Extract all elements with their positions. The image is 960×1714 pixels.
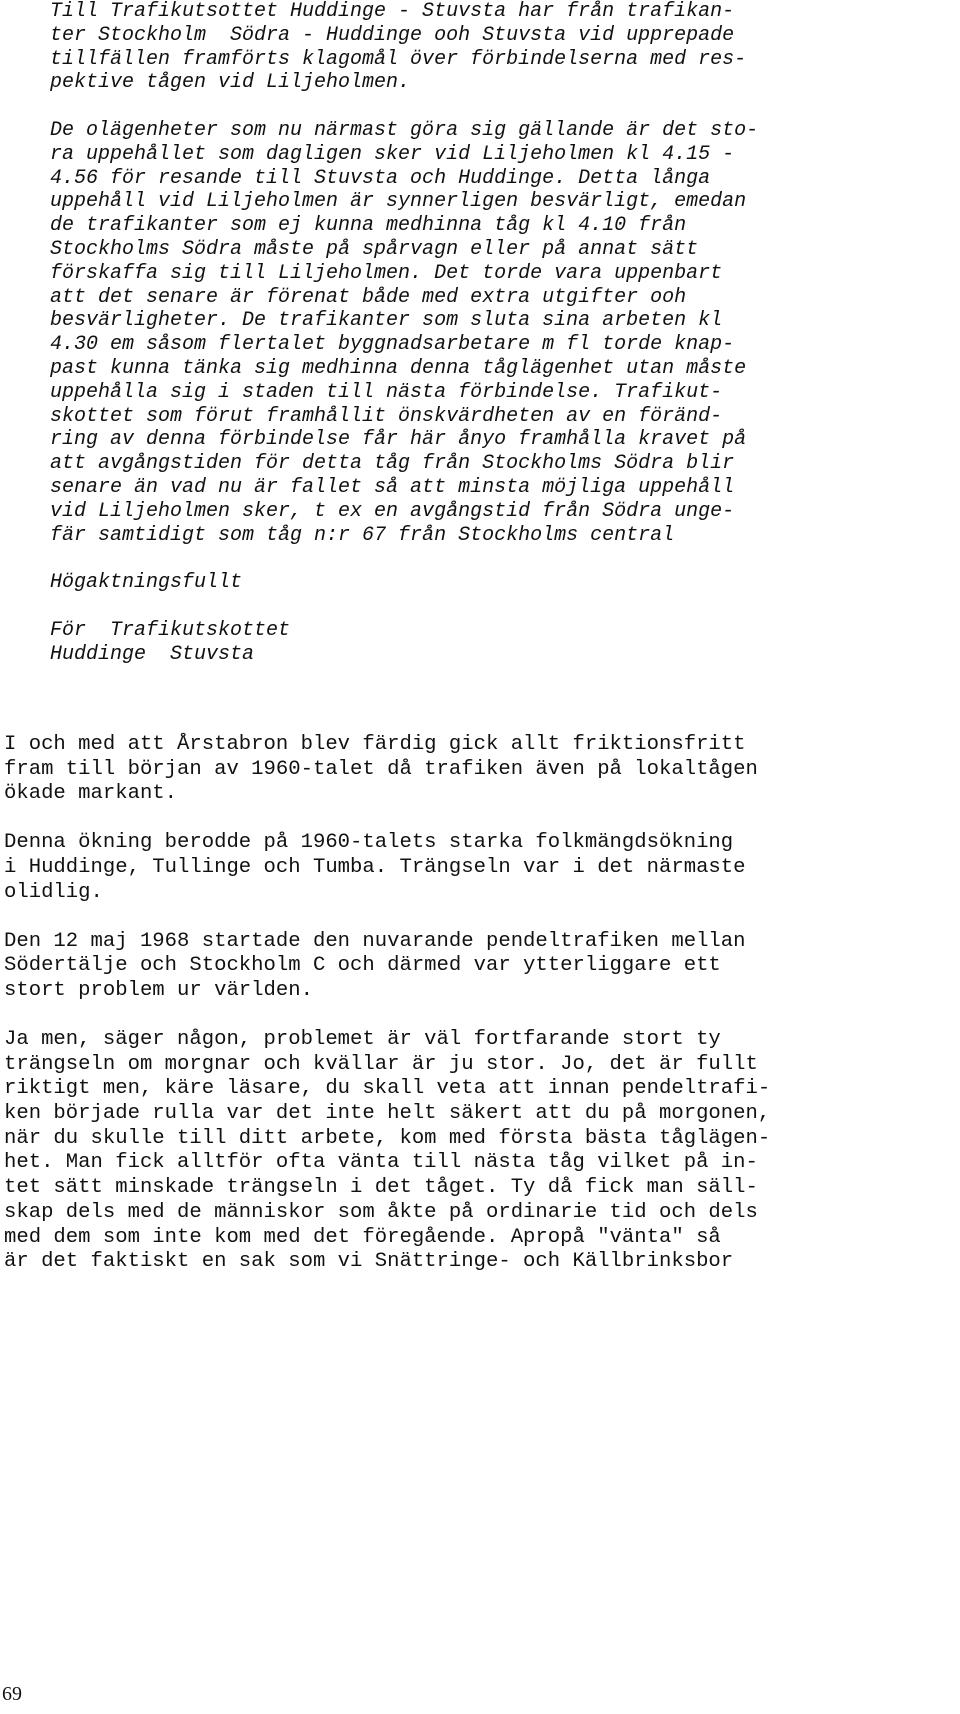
text-line: ökade markant. [4,782,178,806]
text-line: skottet som förut framhållit önskvärdheten av en föränd- [50,404,723,428]
text-line: 4.30 em såsom flertalet byggnadsarbetare m fl torde knap- [50,333,735,357]
text-line: att det senare är förenat både med extra utgifter ooh [50,285,687,309]
text-line: ra uppehållet som dagligen sker vid Liljeholmen kl 4.15 - [50,142,735,166]
text-line: 4.56 för resande till Stuvsta och Huddinge. Detta långa [50,166,711,190]
page-number: 69 [2,1683,22,1705]
letter-paragraph-2 [50,119,950,547]
text-line: het. Man fick alltför ofta vänta till nästa tåg vilket på in- [4,1151,758,1175]
text-line: i Huddinge, Tullinge och Tumba. Trängseln var i det närmaste [4,856,746,879]
text-line: Stockholms Södra måste på spårvagn eller på annat sätt [50,237,699,261]
text-line: är det faktiskt en sak som vi Snättringe- och Källbrinksbor [4,1250,734,1274]
body-paragraph-2 [4,831,954,905]
text-line: uppehålla sig i staden till nästa förbindelse. Trafikut- [50,380,723,404]
letter-paragraph-1 [50,0,950,95]
letter-closing: Högaktningsfullt [50,571,243,595]
text-line: skap dels med de människor som åkte på ordinarie tid och dels [4,1200,758,1224]
text-line: med dem som inte kom med det föregående. Apropå "vänta" så [4,1225,721,1249]
text-line: när du skulle till ditt arbete, kom med första bästa tåglägen- [4,1126,771,1150]
text-line: de trafikanter som ej kunna medhinna tåg kl 4.10 från [50,214,687,238]
text-line: uppehåll vid Liljeholmen är synnerligen besvärligt, emedan [50,190,747,214]
text-line: besvärligheter. De trafikanter som sluta sina arbeten kl [50,309,723,333]
text-line: tet sätt minskade trängseln i det tåget. Ty då fick man säll- [4,1176,758,1200]
text-line: förskaffa sig till Liljeholmen. Det torde vara uppenbart [50,261,723,285]
text-line: trängseln om morgnar och kvällar är ju stor. Jo, det är fullt [4,1052,758,1076]
text-line: tillfällen framförts klagomål över förbindelserna med res- [50,47,747,71]
letter-signature-line-1: För Trafikutskottet [50,618,291,642]
text-line: ken började rulla var det inte helt säkert att du på morgonen, [4,1102,771,1125]
text-line: Till Trafikutsottet Huddinge - Stuvsta har från trafikan- [50,0,735,23]
body-text [4,733,954,1299]
text-line: riktigt men, käre läsare, du skall veta att innan pendeltrafi- [4,1077,771,1101]
text-line: fär samtidigt som tåg n:r 67 från Stockholms central [50,523,675,547]
quoted-letter [50,0,950,666]
text-line: Södertälje och Stockholm C och därmed var ytterliggare ett [4,954,721,978]
body-paragraph-1 [4,733,954,807]
text-line: De olägenheter som nu närmast göra sig gällande är det sto- [50,118,759,142]
text-line: Den 12 maj 1968 startade den nuvarande pendeltrafiken mellan [4,929,746,953]
text-line: vid Liljeholmen sker, t ex en avgångstid från Södra unge- [50,499,735,523]
text-line: pektive tågen vid Liljeholmen. [50,71,411,95]
text-line: past kunna tänka sig medhinna denna tåglägenhet utan måste [50,356,747,380]
letter-signature-line-2: Huddinge Stuvsta [50,642,255,666]
text-line: ring av denna förbindelse får här ånyo framhålla kravet på [50,428,747,452]
text-line: att avgångstiden för detta tåg från Stockholms Södra blir [50,452,735,476]
body-paragraph-4 [4,1028,954,1275]
text-line: fram till början av 1960-talet då trafiken även på lokaltågen [4,757,758,781]
text-line: senare än vad nu är fallet så att minsta möjliga uppehåll [50,475,735,499]
text-line: olidlig. [4,880,103,904]
text-line: stort problem ur världen. [4,979,313,1002]
body-paragraph-3 [4,930,954,1004]
text-line: Ja men, säger någon, problemet är väl fortfarande stort ty [4,1027,721,1051]
text-line: ter Stockholm Södra - Huddinge ooh Stuvsta vid upprepade [50,23,735,47]
text-line: Denna ökning berodde på 1960-talets starka folkmängdsökning [4,831,734,855]
text-line: I och med att Årstabron blev färdig gick allt friktionsfritt [4,733,746,756]
